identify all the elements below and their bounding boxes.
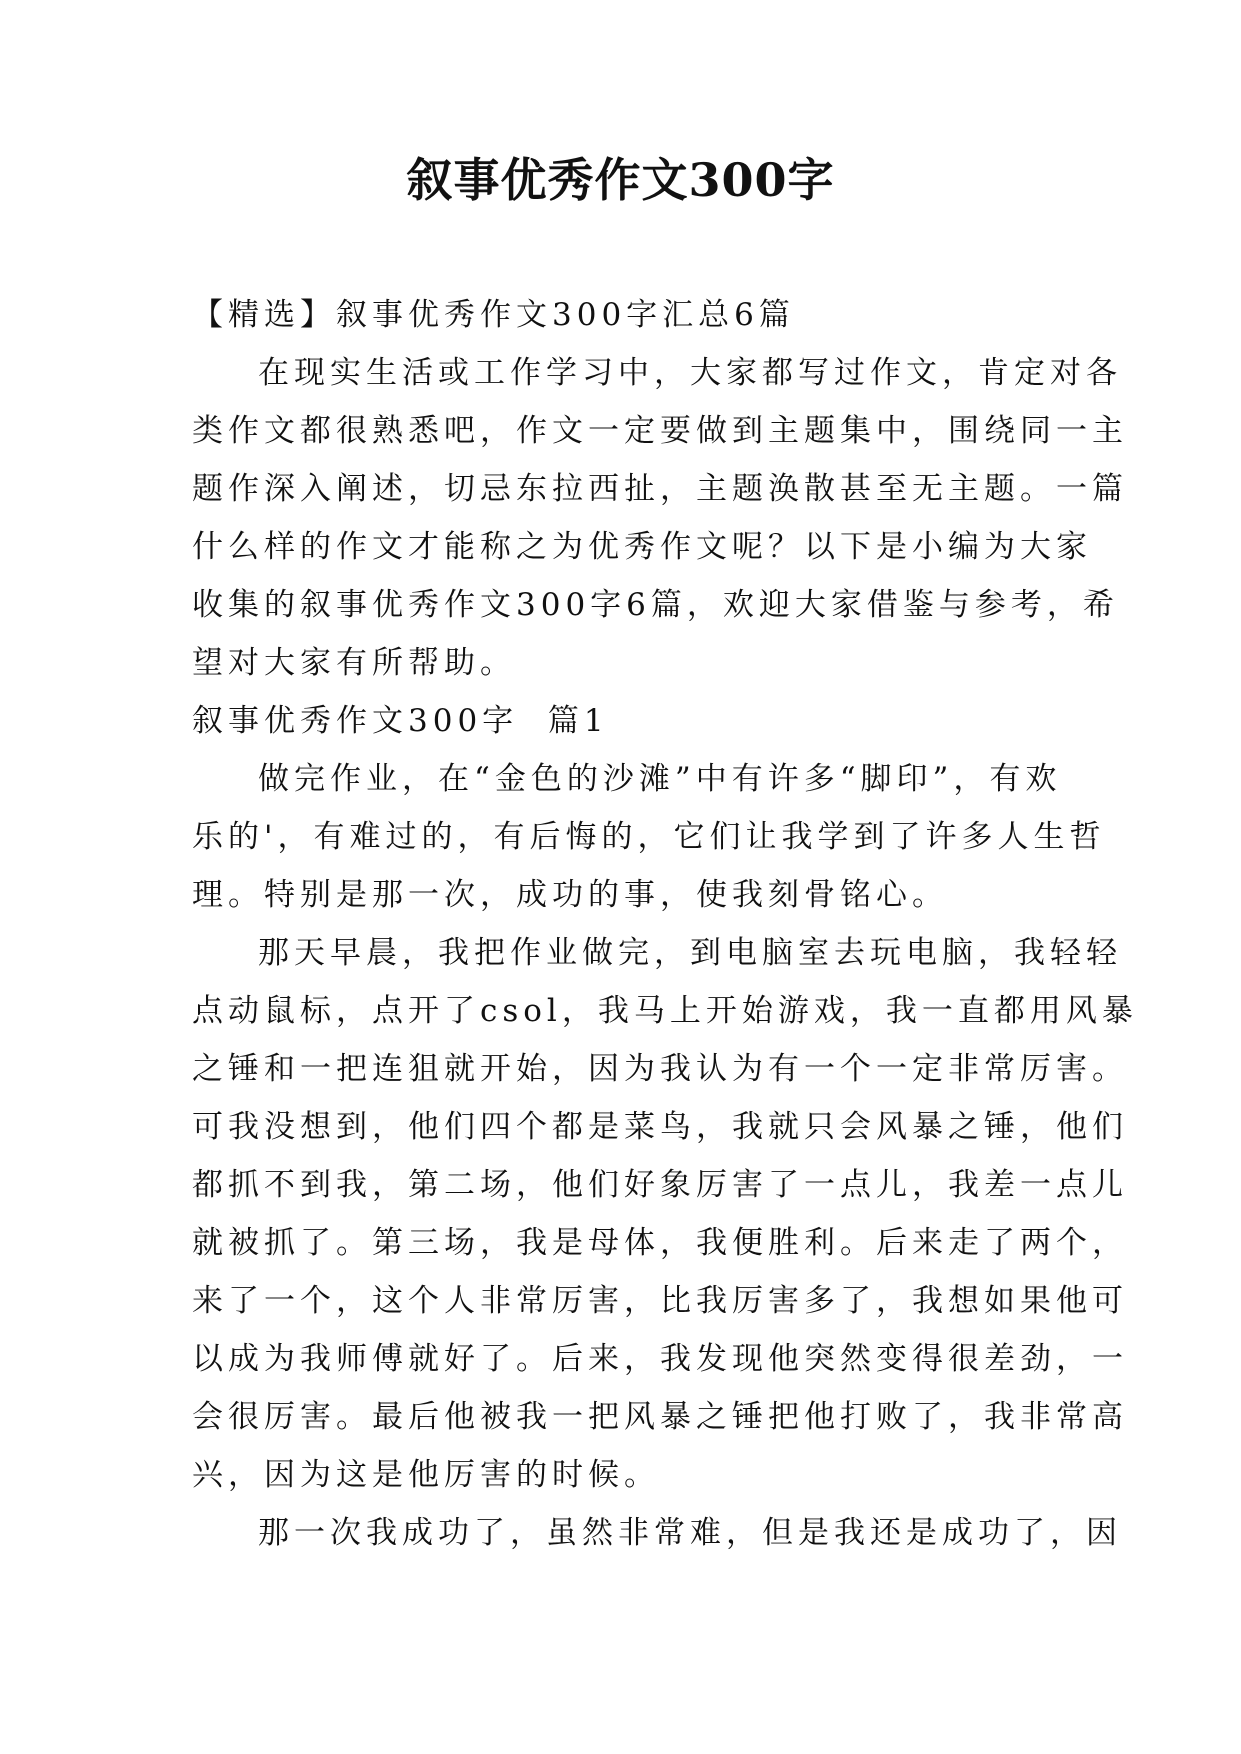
text-line: 会很厉害。最后他被我一把风暴之锤把他打败了，我非常高 <box>192 1399 1128 1435</box>
text-line: 那天早晨，我把作业做完，到电脑室去玩电脑，我轻轻 <box>258 935 1122 971</box>
text-line: 理。特别是那一次，成功的事，使我刻骨铭心。 <box>192 877 948 913</box>
text-line: 题作深入阐述，切忌东拉西扯，主题涣散甚至无主题。一篇 <box>192 471 1128 507</box>
text-line: 兴，因为这是他厉害的时候。 <box>192 1457 660 1493</box>
text-line: 以成为我师傅就好了。后来，我发现他突然变得很差劲，一 <box>192 1341 1128 1377</box>
text-line: 来了一个，这个人非常厉害，比我厉害多了，我想如果他可 <box>192 1283 1128 1319</box>
text-line: 【精选】叙事优秀作文300字汇总6篇 <box>192 297 795 333</box>
text-line: 什么样的作文才能称之为优秀作文呢？以下是小编为大家 <box>192 529 1092 565</box>
text-line: 那一次我成功了，虽然非常难，但是我还是成功了，因 <box>258 1515 1122 1551</box>
text-line: 之锤和一把连狙就开始，因为我认为有一个一定非常厉害。 <box>192 1051 1128 1087</box>
section-heading: 叙事优秀作文300字 篇1 <box>192 703 609 739</box>
document-title: 叙事优秀作文300字 <box>406 153 835 207</box>
text-line: 点动鼠标，点开了csol，我马上开始游戏，我一直都用风暴 <box>192 993 1138 1029</box>
text-line: 乐的'，有难过的，有后悔的，它们让我学到了许多人生哲 <box>192 819 1106 855</box>
text-line: 做完作业，在“金色的沙滩”中有许多“脚印”，有欢 <box>258 761 1062 797</box>
document-body <box>192 286 1138 1562</box>
text-line: 类作文都很熟悉吧，作文一定要做到主题集中，围绕同一主 <box>192 413 1128 449</box>
text-line: 望对大家有所帮助。 <box>192 645 516 681</box>
text-line: 就被抓了。第三场，我是母体，我便胜利。后来走了两个， <box>192 1225 1128 1261</box>
text-line: 可我没想到，他们四个都是菜鸟，我就只会风暴之锤，他们 <box>192 1109 1128 1145</box>
text-line: 收集的叙事优秀作文300字6篇，欢迎大家借鉴与参考，希 <box>192 587 1119 623</box>
text-line: 都抓不到我，第二场，他们好象厉害了一点儿，我差一点儿 <box>192 1167 1128 1203</box>
text-line: 在现实生活或工作学习中，大家都写过作文，肯定对各 <box>258 355 1122 391</box>
